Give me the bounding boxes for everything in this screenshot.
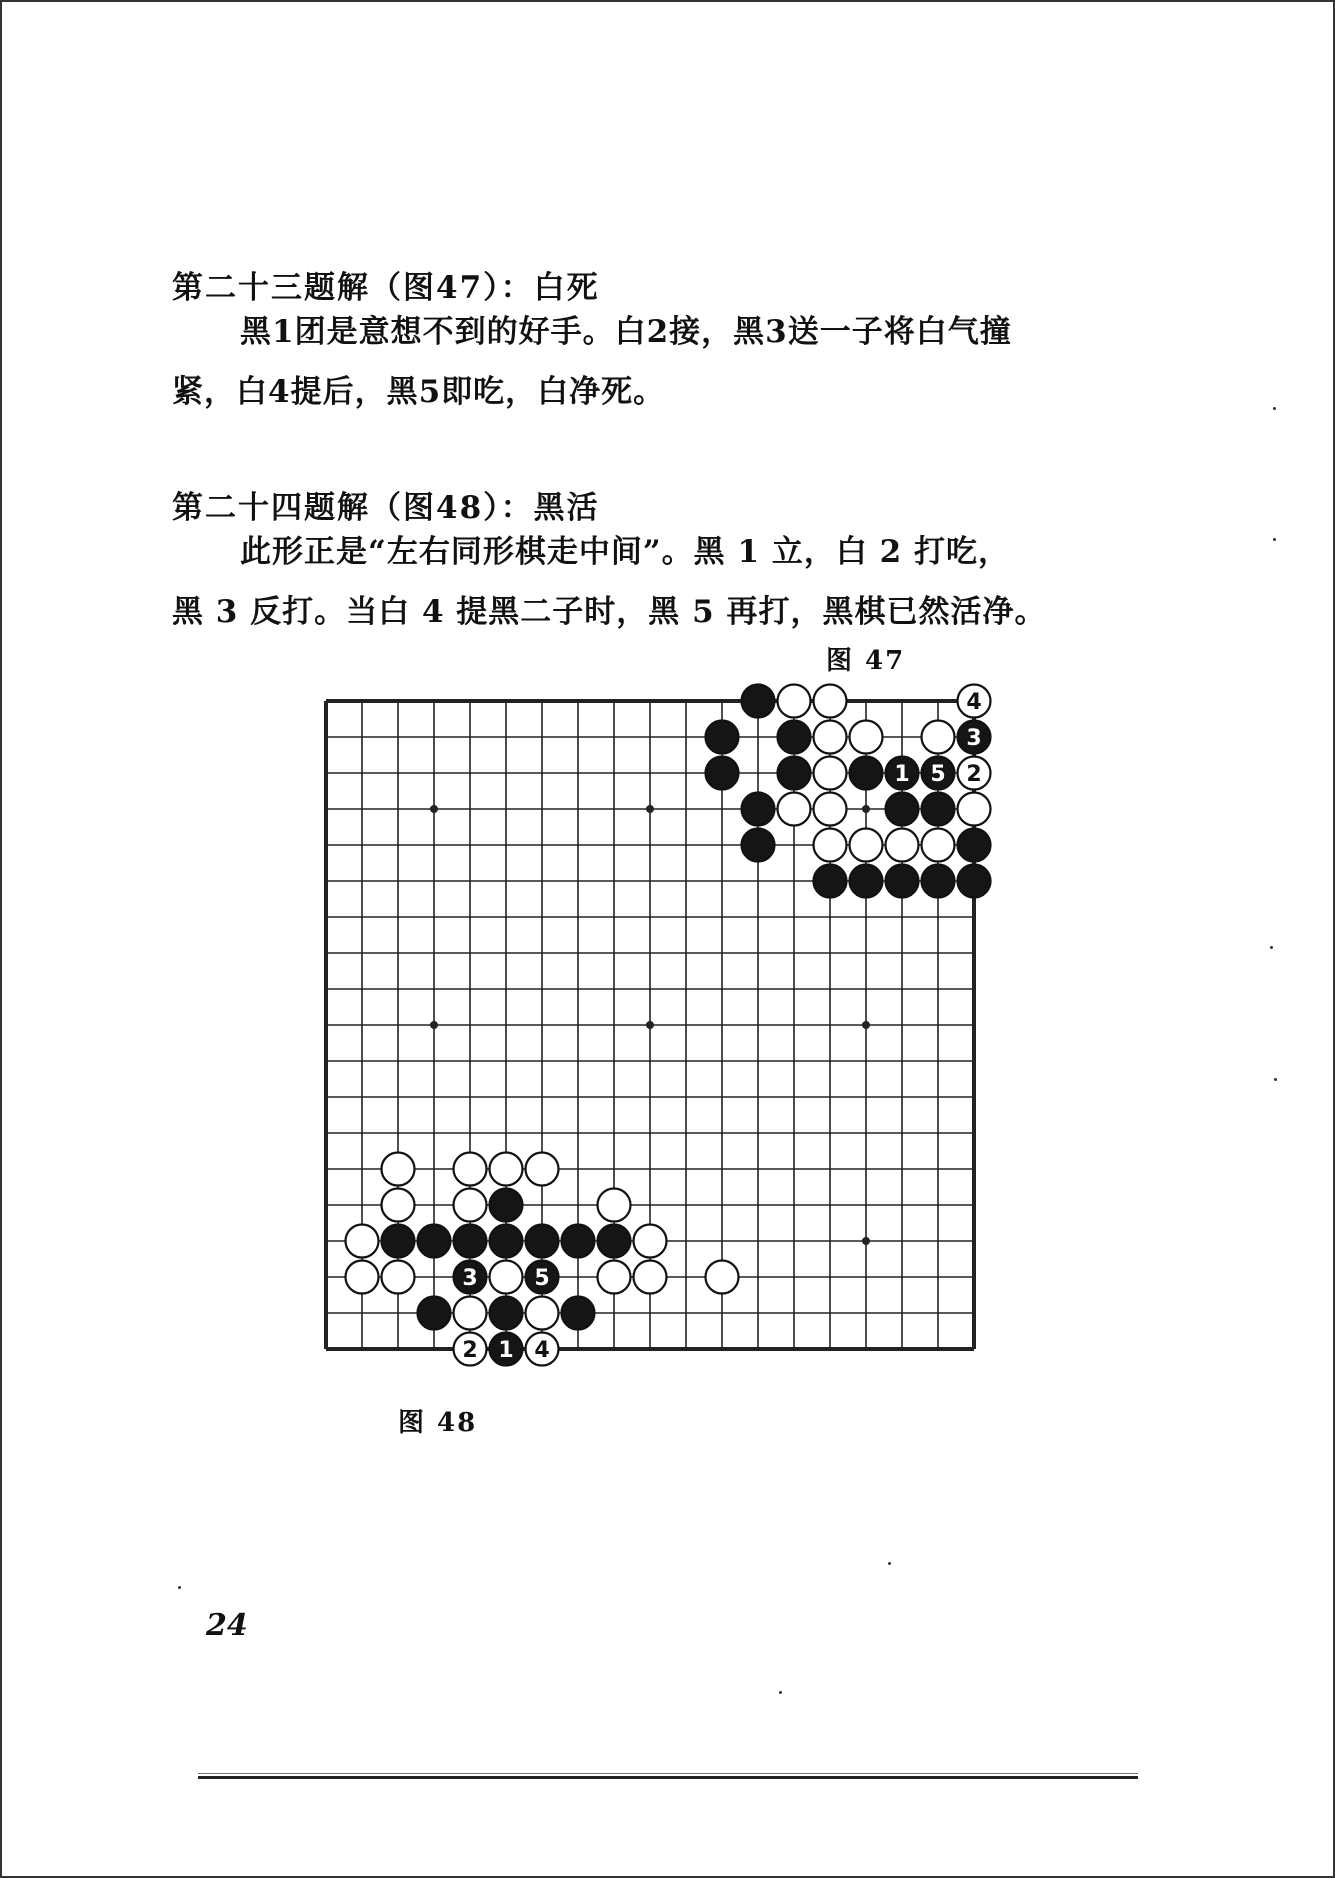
scan-speck (1274, 1078, 1277, 1081)
fig47-black-stone (850, 865, 883, 898)
scan-speck (888, 1562, 891, 1565)
fig47-white-stone (958, 793, 991, 826)
fig47-black-stone (706, 721, 739, 754)
fig47-black-stone (958, 865, 991, 898)
star-point (646, 805, 654, 813)
star-point (862, 1021, 870, 1029)
page-number: 24 (206, 1608, 248, 1643)
fig48-white-stone (382, 1153, 415, 1186)
fig47-black-stone (742, 685, 775, 718)
fig47-black-stone (886, 865, 919, 898)
fig47-white-stone (814, 685, 847, 718)
fig47-white-stone (922, 829, 955, 862)
problem-24-body (172, 522, 1112, 642)
fig48-white-stone (454, 1153, 487, 1186)
fig47-black-stone (778, 757, 811, 790)
fig47-white-stone (778, 793, 811, 826)
fig48-black-stone (382, 1225, 415, 1258)
problem-23-body (172, 302, 1112, 422)
fig48-black-stone (454, 1225, 487, 1258)
scan-speck (1270, 946, 1273, 949)
fig47-white-stone (814, 829, 847, 862)
fig48-black-stone (490, 1225, 523, 1258)
fig47-move-number: 1 (894, 762, 910, 787)
fig48-white-stone (490, 1261, 523, 1294)
fig48-move-number: 3 (462, 1266, 478, 1291)
star-point (646, 1021, 654, 1029)
fig48-move-number: 2 (462, 1338, 478, 1363)
fig48-white-stone (526, 1153, 559, 1186)
fig47-white-stone (814, 757, 847, 790)
fig48-black-stone (490, 1297, 523, 1330)
fig48-white-stone (526, 1297, 559, 1330)
problem-23-heading: 第二十三题解（图47）：白死 (172, 270, 600, 306)
fig48-move-number: 1 (498, 1338, 514, 1363)
fig48-black-stone (598, 1225, 631, 1258)
go-board-diagram (300, 665, 1020, 1405)
fig47-black-stone (958, 829, 991, 862)
fig47-white-stone (850, 829, 883, 862)
fig48-white-stone (634, 1225, 667, 1258)
fig47-black-stone (742, 829, 775, 862)
problem-24-heading: 第二十四题解（图48）：黑活 (172, 490, 600, 526)
fig48-white-stone (634, 1261, 667, 1294)
fig47-white-stone (850, 721, 883, 754)
fig47-black-stone (814, 865, 847, 898)
fig48-black-stone (418, 1297, 451, 1330)
fig48-white-stone (382, 1261, 415, 1294)
fig48-black-stone (490, 1189, 523, 1222)
star-point (430, 1021, 438, 1029)
figure-48-caption: 图 48 (398, 1408, 478, 1438)
fig48-white-stone (454, 1189, 487, 1222)
problem-24-line-1: 此形正是“左右同形棋走中间”。黑 1 立，白 2 打吃， (240, 534, 1010, 570)
fig47-black-stone (922, 793, 955, 826)
problem-23-line-2: 紧，白4提后，黑5即吃，白净死。 (172, 374, 666, 410)
scan-speck (1273, 538, 1276, 541)
fig48-white-stone (706, 1261, 739, 1294)
problem-24-line-2: 黑 3 反打。当白 4 提黑二子时，黑 5 再打，黑棋已然活净。 (172, 594, 1047, 630)
fig48-white-stone (346, 1225, 379, 1258)
fig47-move-number: 3 (966, 726, 982, 751)
star-point (862, 805, 870, 813)
problem-23-line-1: 黑1团是意想不到的好手。白2接，黑3送一子将白气撞 (240, 314, 1012, 350)
scan-speck (178, 1586, 181, 1589)
fig47-black-stone (922, 865, 955, 898)
fig47-black-stone (706, 757, 739, 790)
fig47-move-number: 4 (966, 690, 982, 715)
fig48-black-stone (562, 1297, 595, 1330)
footer-rule (198, 1776, 1138, 1779)
fig47-move-number: 5 (930, 762, 946, 787)
fig47-move-number: 2 (966, 762, 982, 787)
fig48-white-stone (382, 1189, 415, 1222)
fig47-white-stone (814, 721, 847, 754)
fig48-white-stone (346, 1261, 379, 1294)
fig48-black-stone (418, 1225, 451, 1258)
fig48-white-stone (598, 1261, 631, 1294)
figure-47-caption: 图 47 (826, 646, 906, 676)
scan-speck (779, 1691, 782, 1694)
footer-rule-thin (198, 1773, 1138, 1774)
fig48-move-number: 5 (534, 1266, 550, 1291)
star-point (430, 805, 438, 813)
fig48-white-stone (454, 1297, 487, 1330)
fig47-black-stone (742, 793, 775, 826)
fig47-white-stone (886, 829, 919, 862)
fig48-black-stone (562, 1225, 595, 1258)
fig47-white-stone (778, 685, 811, 718)
fig48-white-stone (490, 1153, 523, 1186)
fig48-black-stone (526, 1225, 559, 1258)
fig47-black-stone (778, 721, 811, 754)
fig47-white-stone (814, 793, 847, 826)
fig47-black-stone (850, 757, 883, 790)
star-point (862, 1237, 870, 1245)
fig48-move-number: 4 (534, 1338, 550, 1363)
scan-speck (1273, 407, 1276, 410)
fig47-white-stone (922, 721, 955, 754)
fig47-black-stone (886, 793, 919, 826)
fig48-white-stone (598, 1189, 631, 1222)
